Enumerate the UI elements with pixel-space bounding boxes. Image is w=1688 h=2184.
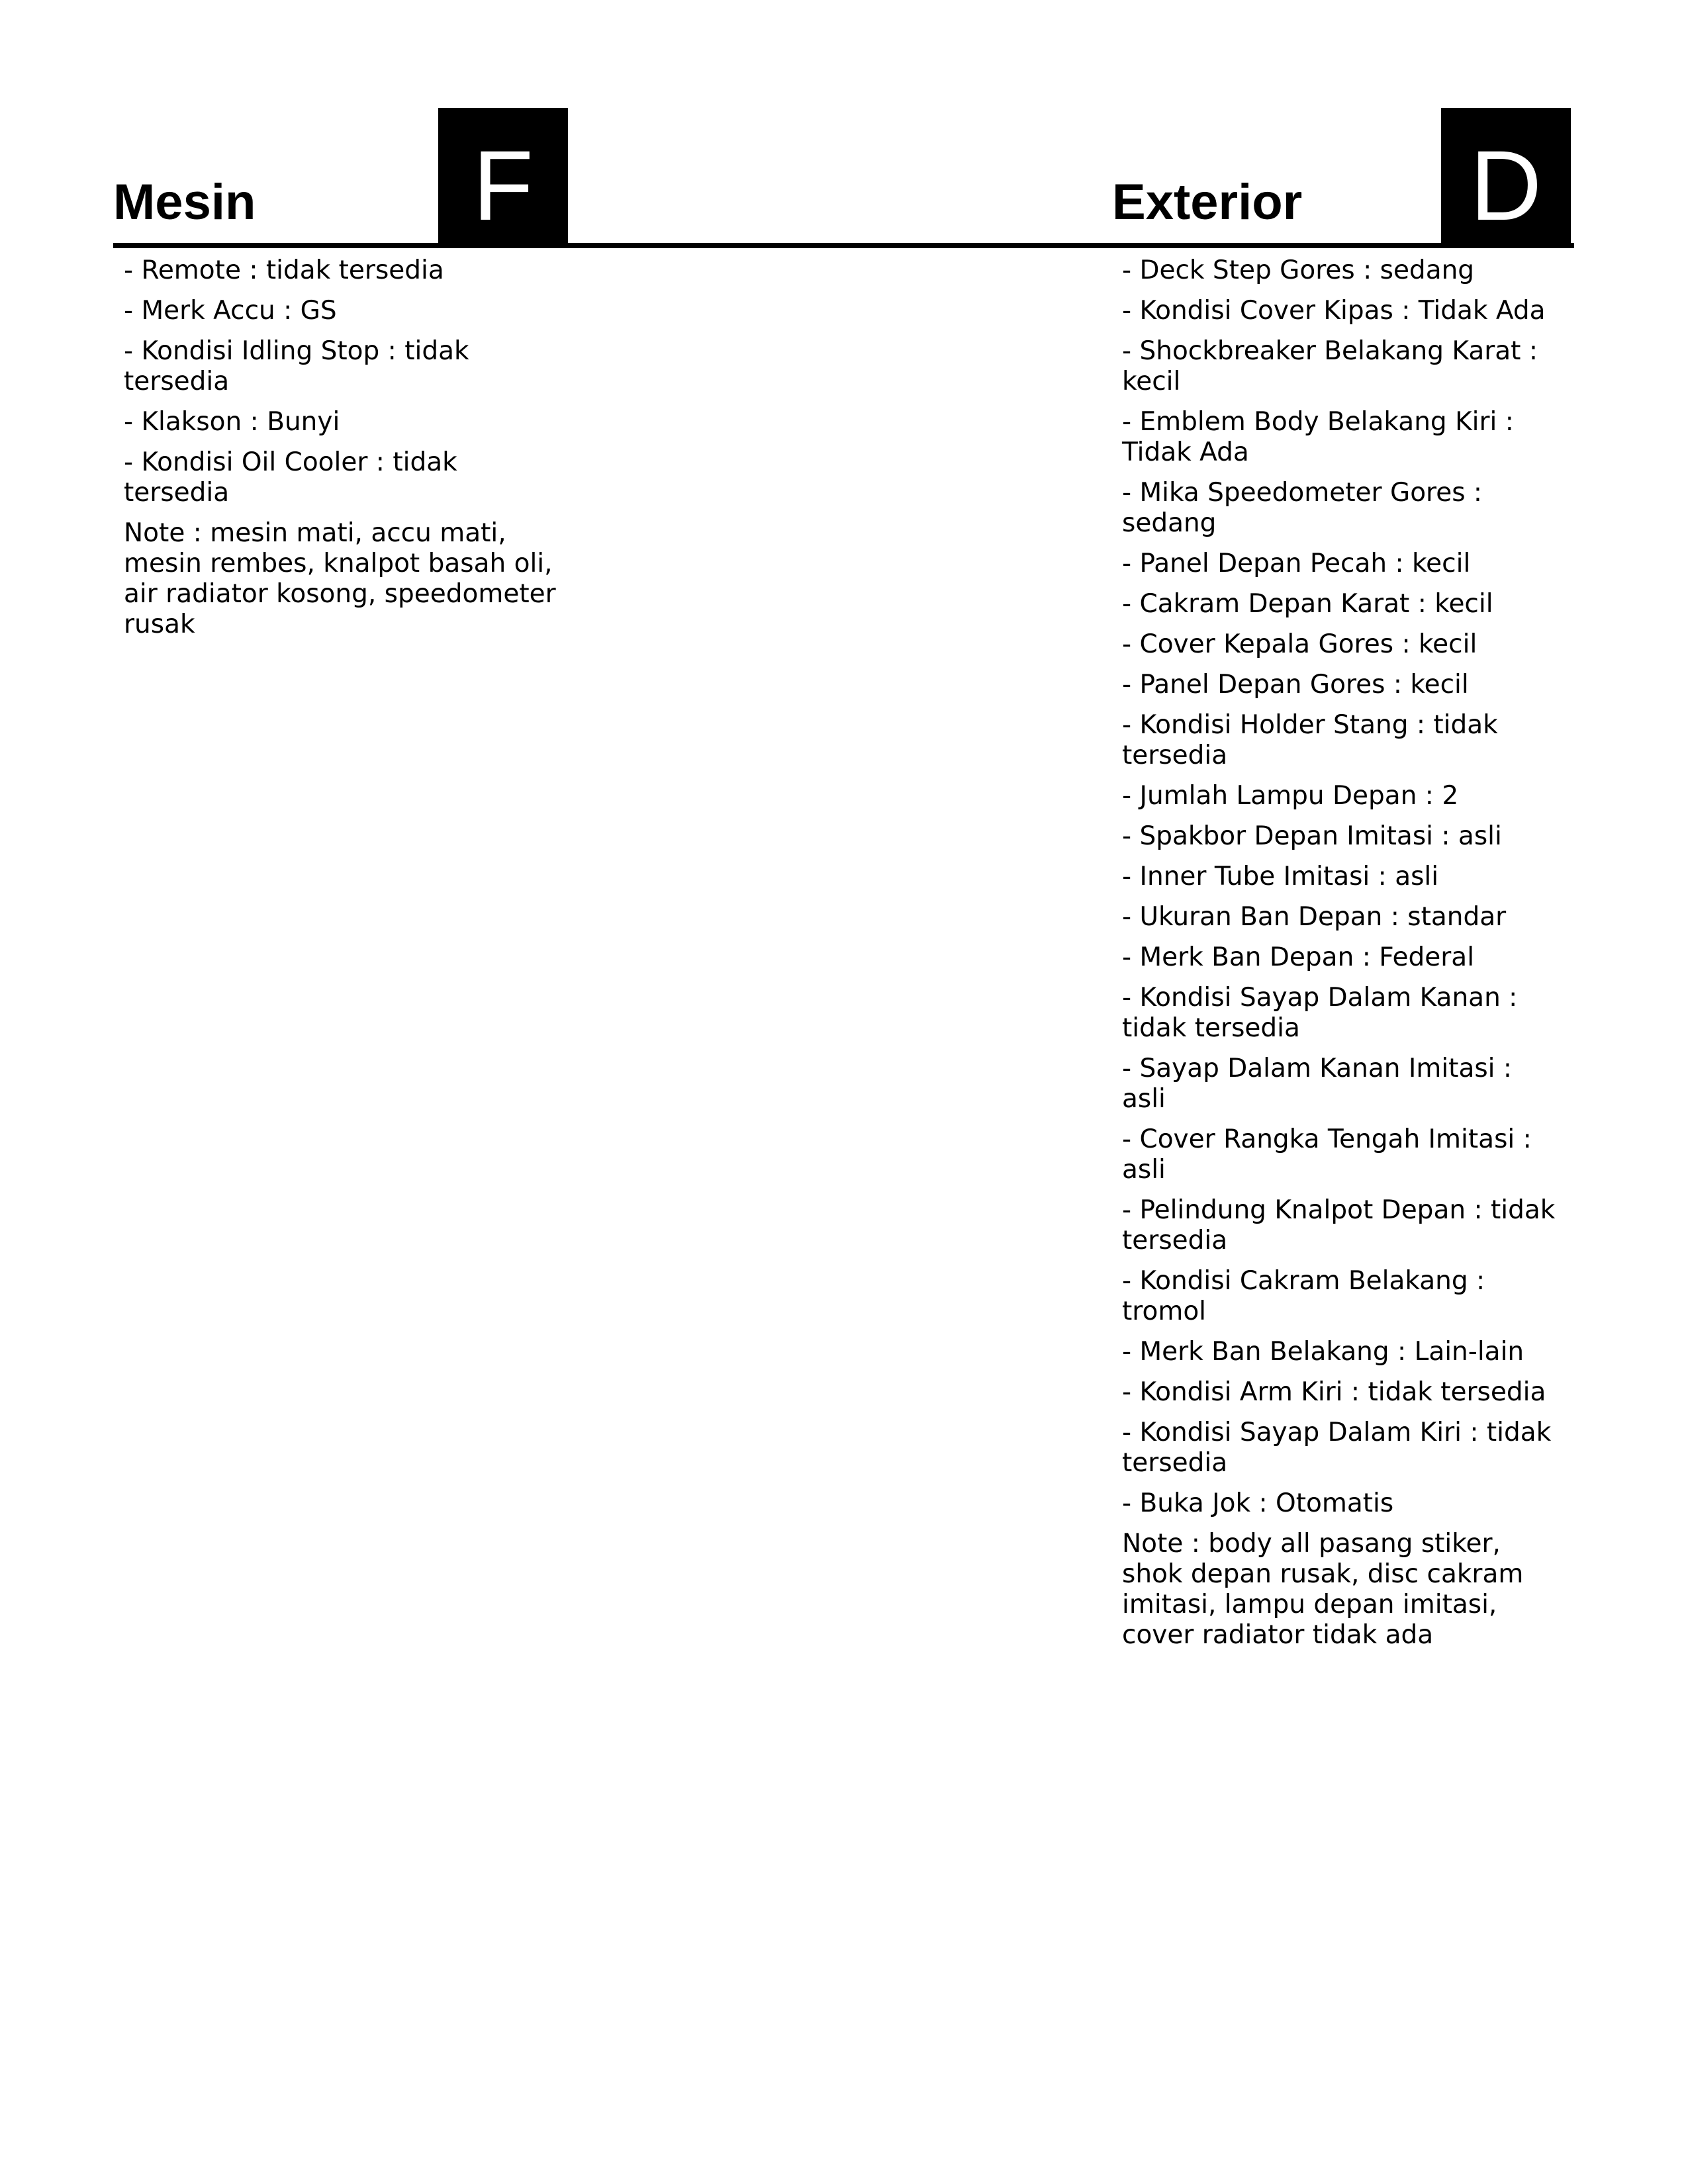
list-item: - Cover Rangka Tengah Imitasi : asli (1122, 1124, 1532, 1185)
list-item: - Emblem Body Belakang Kiri : Tidak Ada (1122, 407, 1514, 467)
list-item: - Pelindung Knalpot Depan : tidak tersedia (1122, 1195, 1556, 1255)
list-item: - Cover Kepala Gores : kecil (1122, 629, 1477, 659)
exterior-section-title: Exterior (1112, 174, 1303, 230)
list-item: - Kondisi Sayap Dalam Kiri : tidak tersedia (1122, 1418, 1552, 1478)
list-item: - Kondisi Idling Stop : tidak tersedia (124, 336, 469, 396)
list-item: - Merk Ban Belakang : Lain-lain (1122, 1337, 1524, 1367)
exterior-note: Note : body all pasang stiker, shok depan rusak, disc cakram imitasi, lampu depan imitasi, cover radiator tidak ada (1122, 1529, 1524, 1650)
mesin-condition-list (124, 255, 561, 650)
list-item: - Buka Jok : Otomatis (1122, 1488, 1394, 1518)
list-item: - Sayap Dalam Kanan Imitasi : asli (1122, 1054, 1513, 1114)
exterior-grade-letter: D (1470, 130, 1542, 241)
list-item: - Inner Tube Imitasi : asli (1122, 862, 1439, 891)
list-item: - Klakson : Bunyi (124, 407, 340, 437)
list-item: - Shockbreaker Belakang Karat : kecil (1122, 336, 1538, 396)
list-item: - Mika Speedometer Gores : sedang (1122, 478, 1483, 538)
exterior-grade-badge (1441, 108, 1571, 246)
list-item: - Panel Depan Gores : kecil (1122, 670, 1469, 700)
list-item: - Kondisi Holder Stang : tidak tersedia (1122, 710, 1498, 770)
list-item: - Remote : tidak tersedia (124, 255, 444, 285)
list-item: - Merk Ban Depan : Federal (1122, 942, 1475, 972)
list-item: - Kondisi Oil Cooler : tidak tersedia (124, 447, 457, 508)
mesin-note: Note : mesin mati, accu mati, mesin rembes, knalpot basah oli, air radiator kosong, speedometer rusak (124, 518, 556, 639)
list-item: - Kondisi Cakram Belakang : tromol (1122, 1266, 1485, 1326)
section-divider-rule (113, 243, 1574, 248)
list-item: - Ukuran Ban Depan : standar (1122, 902, 1507, 932)
exterior-condition-list (1122, 255, 1559, 1661)
list-item: - Kondisi Arm Kiri : tidak tersedia (1122, 1377, 1546, 1407)
mesin-grade-letter: F (473, 130, 534, 241)
list-item: - Deck Step Gores : sedang (1122, 255, 1475, 285)
list-item: - Cakram Depan Karat : kecil (1122, 589, 1493, 619)
mesin-grade-badge (438, 108, 568, 246)
mesin-section-title: Mesin (113, 174, 256, 230)
list-item: - Panel Depan Pecah : kecil (1122, 549, 1471, 578)
list-item: - Merk Accu : GS (124, 296, 337, 326)
list-item: - Kondisi Sayap Dalam Kanan : tidak tersedia (1122, 983, 1518, 1043)
list-item: - Spakbor Depan Imitasi : asli (1122, 821, 1502, 851)
list-item: - Kondisi Cover Kipas : Tidak Ada (1122, 296, 1546, 326)
list-item: - Jumlah Lampu Depan : 2 (1122, 781, 1459, 811)
